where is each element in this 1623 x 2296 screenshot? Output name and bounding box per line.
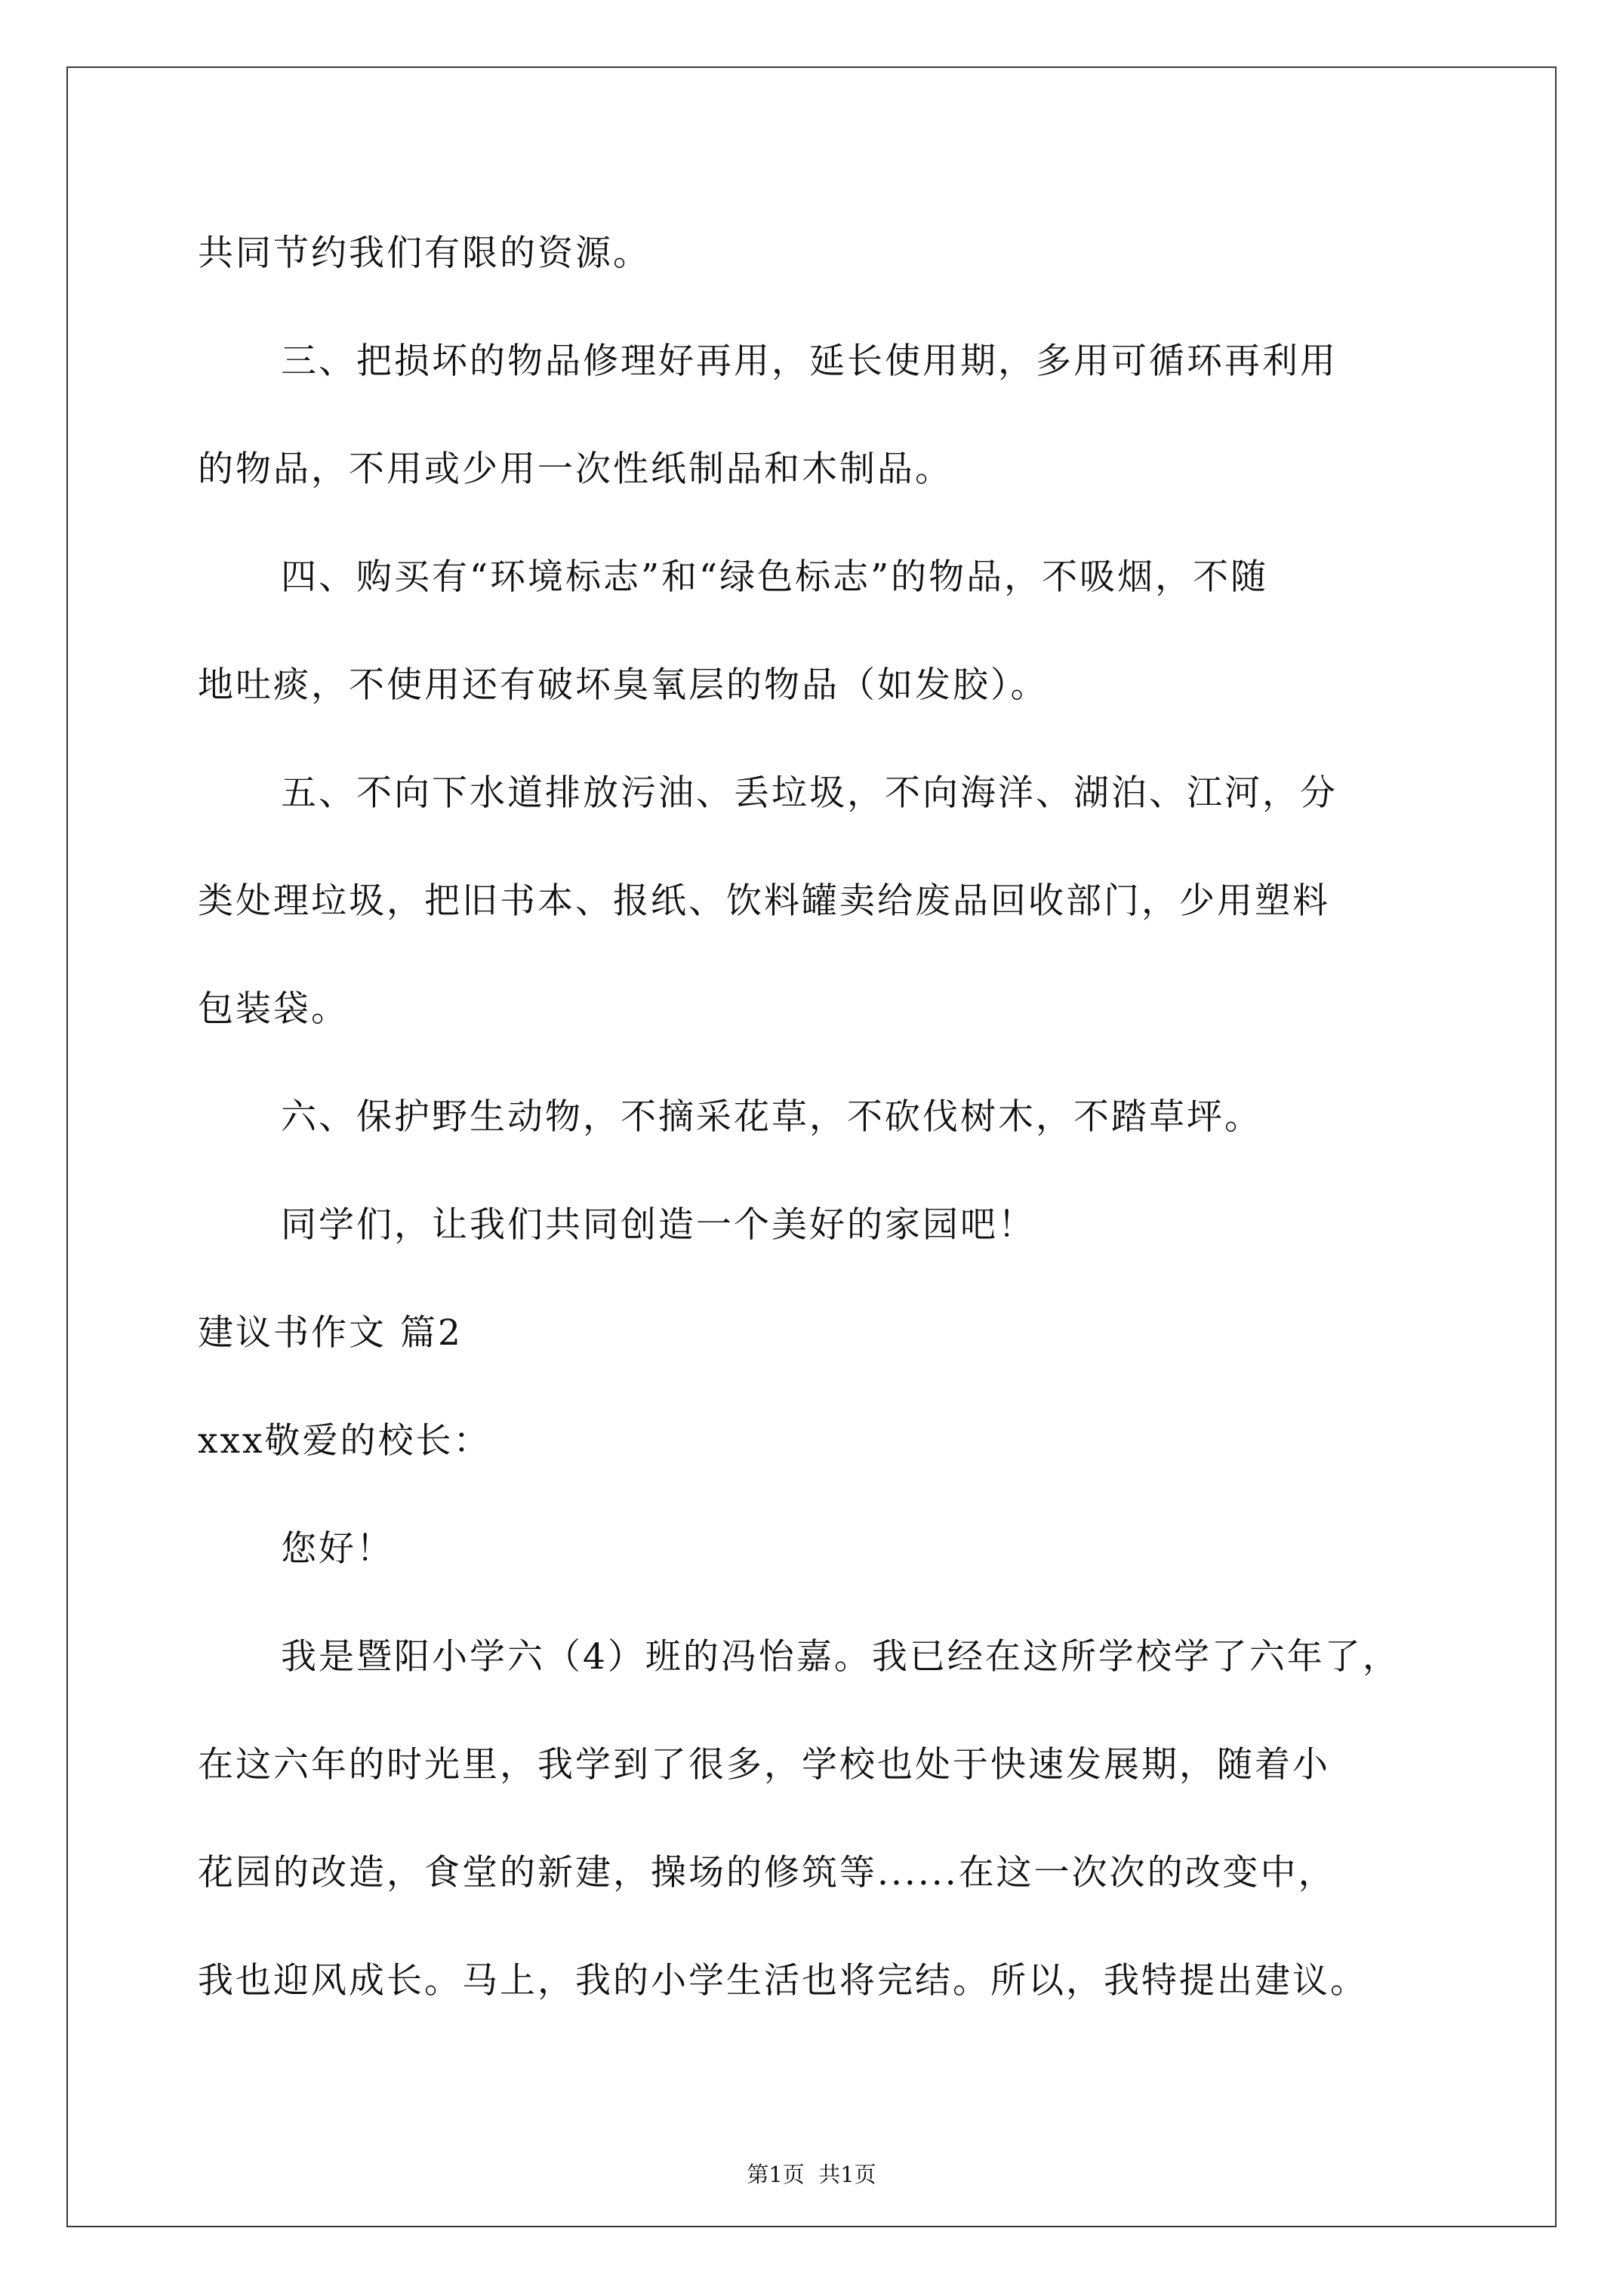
text-line-9: 六、保护野生动物，不摘采花草，不砍伐树木，不踏草坪。 [281,1096,1262,1138]
text-line-5: 地吐痰，不使用还有破坏臭氧层的物品（如发胶）。 [198,664,1049,706]
text-line-8: 包装袋。 [198,988,349,1030]
section-heading: 建议书作文 篇2 [198,1312,463,1354]
page-number-footer: 第1页 共1页 [747,2162,876,2187]
text-line-7: 类处理垃圾，把旧书本、报纸、饮料罐卖给废品回收部门，少用塑料 [198,880,1330,922]
text-line-6: 五、不向下水道排放污油、丢垃圾，不向海洋、湖泊、江河，分 [281,772,1338,814]
page-border [66,66,1557,2227]
text-line-3: 的物品，不用或少用一次性纸制品和木制品。 [198,448,953,490]
text-line-2: 三、把损坏的物品修理好再用，延长使用期，多用可循环再利用 [281,341,1338,382]
salutation: xxx敬爱的校长： [198,1420,491,1462]
text-line-4: 四、购买有“环境标志”和“绿色标志”的物品，不吸烟，不随 [281,556,1269,598]
greeting: 您好！ [281,1528,394,1570]
text-line-1: 共同节约我们有限的资源。 [198,233,651,274]
text-line-17: 我也迎风成长。马上，我的小学生活也将完结。所以，我特提出建议。 [198,1960,1368,2002]
text-line-15: 在这六年的时光里，我学到了很多，学校也处于快速发展期，随着小 [198,1744,1330,1786]
text-line-16: 花园的改造，食堂的新建，操场的修筑等......在这一次次的改变中， [198,1852,1336,1894]
text-line-10: 同学们，让我们共同创造一个美好的家园吧！ [281,1204,1036,1246]
text-line-14: 我是暨阳小学六（4）班的冯怡嘉。我已经在这所学校学了六年了， [281,1636,1400,1678]
